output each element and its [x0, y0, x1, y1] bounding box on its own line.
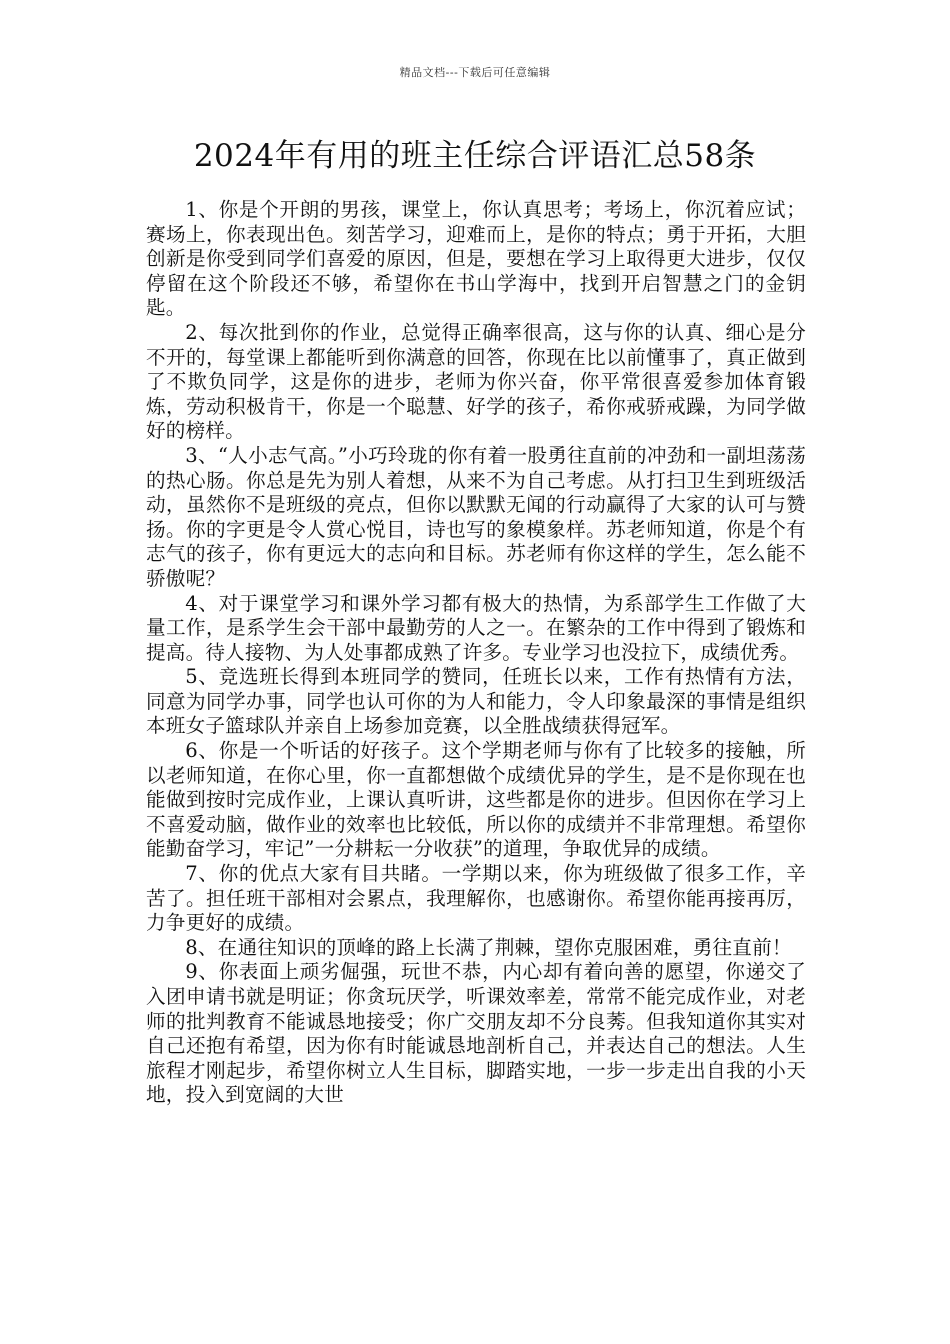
comment-paragraph-9: 9、你表面上顽劣倔强，玩世不恭，内心却有着向善的愿望，你递交了入团申请书就是明证；你贪玩厌学，听课效率差，常常不能完成作业，对老师的批判教育不能诚恳地接受；你广交朋友却不分良莠。但我知道你其实对自己还抱有希望，因为你有时能诚恳地剖析自己，并表达自己的想法。人生旅程才刚起步，希望你树立人生目标，脚踏实地，一步一步走出自我的小天地，投入到宽阔的大世: [146, 960, 806, 1107]
document-body: [146, 198, 806, 1108]
comment-paragraph-1: 1、你是个开朗的男孩，课堂上，你认真思考；考场上，你沉着应试；赛场上，你表现出色。刻苦学习，迎难而上，是你的特点；勇于开拓，大胆创新是你受到同学们喜爱的原因，但是，要想在学习上取得更大进步，仅仅停留在这个阶段还不够，希望你在书山学海中，找到开启智慧之门的金钥匙。: [146, 198, 806, 320]
header-note: 精品文档---下载后可任意编辑: [399, 66, 551, 79]
comment-paragraph-5: 5、竞选班长得到本班同学的赞同，任班长以来，工作有热情有方法，同意为同学办事，同学也认可你的为人和能力，令人印象最深的事情是组织本班女子篮球队并亲自上场参加竞赛，以全胜战绩获得冠军。: [146, 665, 806, 738]
comment-paragraph-8: 8、在通往知识的顶峰的路上长满了荆棘，望你克服困难，勇往直前！: [185, 935, 792, 959]
comment-paragraph-4: 4、对于课堂学习和课外学习都有极大的热情，为系部学生工作做了大量工作，是系学生会干部中最勤劳的人之一。在繁杂的工作中得到了锻炼和提高。待人接物、为人处事都成熟了许多。专业学习也没拉下，成绩优秀。: [146, 591, 806, 664]
comment-paragraph-2: 2、每次批到你的作业，总觉得正确率很高，这与你的认真、细心是分不开的，每堂课上都能听到你满意的回答，你现在比以前懂事了，真正做到了不欺负同学，这是你的进步，老师为你兴奋，你平常很喜爱参加体育锻炼，劳动积极肯干，你是一个聪慧、好学的孩子，希你戒骄戒躁，为同学做好的榜样。: [146, 320, 806, 443]
comment-paragraph-7: 7、你的优点大家有目共睹。一学期以来，你为班级做了很多工作，辛苦了。担任班干部相对会累点，我理解你，也感谢你。希望你能再接再厉，力争更好的成绩。: [146, 862, 806, 935]
document-title: 2024年有用的班主任综合评语汇总58条: [193, 138, 757, 174]
comment-paragraph-6: 6、你是一个听话的好孩子。这个学期老师与你有了比较多的接触，所以老师知道，在你心里，你一直都想做个成绩优异的学生，是不是你现在也能做到按时完成作业，上课认真听讲，这些都是你的进步。但因你在学习上不喜爱动脑，做作业的效率也比较低，所以你的成绩并不非常理想。希望你能勤奋学习，牢记”一分耕耘一分收获”的道理，争取优异的成绩。: [146, 739, 806, 861]
comment-paragraph-3: 3、“人小志气高。”小巧玲珑的你有着一股勇往直前的冲劲和一副坦荡荡的热心肠。你总是先为别人着想，从来不为自己考虑。从打扫卫生到班级活动，虽然你不是班级的亮点，但你以默默无闻的行动赢得了大家的认可与赞扬。你的字更是令人赏心悦目，诗也写的象模象样。苏老师知道，你是个有志气的孩子，你有更远大的志向和目标。苏老师有你这样的学生，怎么能不骄傲呢？: [146, 443, 806, 590]
